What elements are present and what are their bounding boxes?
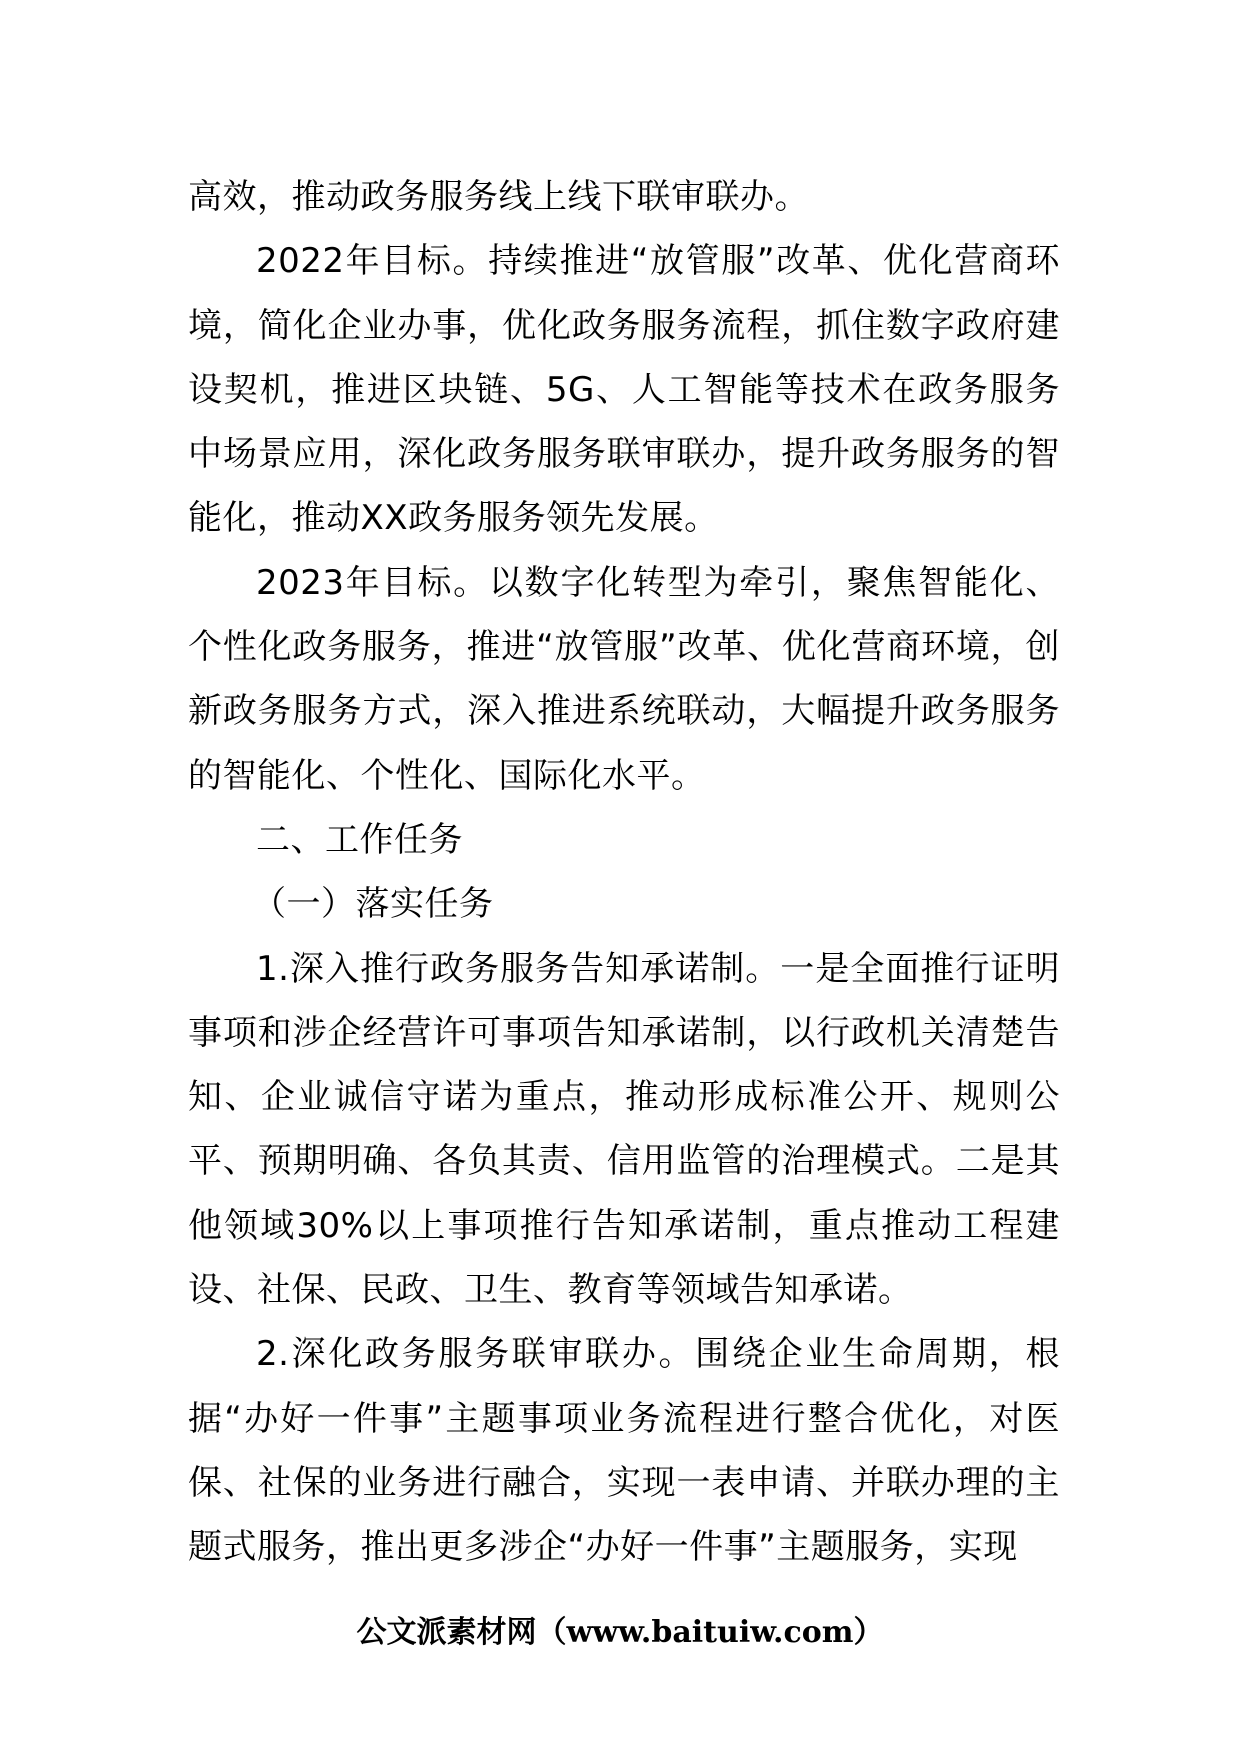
document-body [188,165,1060,1580]
paragraph-task-2: 2.深化政务服务联审联办。围绕企业生命周期，根据“办好一件事”主题事项业务流程进行整合优化，对医保、社保的业务进行融合，实现一表申请、并联办理的主题式服务，推出更多涉企“办好一件事”主题服务，实现 [188,1334,1060,1568]
paragraph-task-1: 1.深入推行政务服务告知承诺制。一是全面推行证明事项和涉企经营许可事项告知承诺制，以行政机关清楚告知、企业诚信守诺为重点，推动形成标准公开、规则公平、预期明确、各负其责、信用监管的治理模式。二是其他领域30%以上事项推行告知承诺制，重点推动工程建设、社保、民政、卫生、教育等领域告知承诺。 [188,948,1060,1311]
watermark-text: 公文派素材网（www.baituiw.com） [356,1615,884,1650]
paragraph-goal-2023: 2023年目标。以数字化转型为牵引，聚焦智能化、个性化政务服务，推进“放管服”改革、优化营商环境，创新政务服务方式，深入推进系统联动，大幅提升政务服务的智能化、个性化、国际化水平。 [188,562,1060,796]
paragraph-continuation: 高效，推动政务服务线上线下联审联办。 [188,177,809,217]
paragraph-goal-2022: 2022年目标。持续推进“放管服”改革、优化营商环境，简化企业办事，优化政务服务流程，抓住数字政府建设契机，推进区块链、5G、人工智能等技术在政务服务中场景应用，深化政务服务联审联办，提升政务服务的智能化，推动XX政务服务领先发展。 [188,241,1060,539]
section-heading-work-tasks: 二、工作任务 [256,819,463,860]
subsection-heading-implement-tasks: （一）落实任务 [252,884,494,925]
footer-watermark [0,1613,1240,1653]
